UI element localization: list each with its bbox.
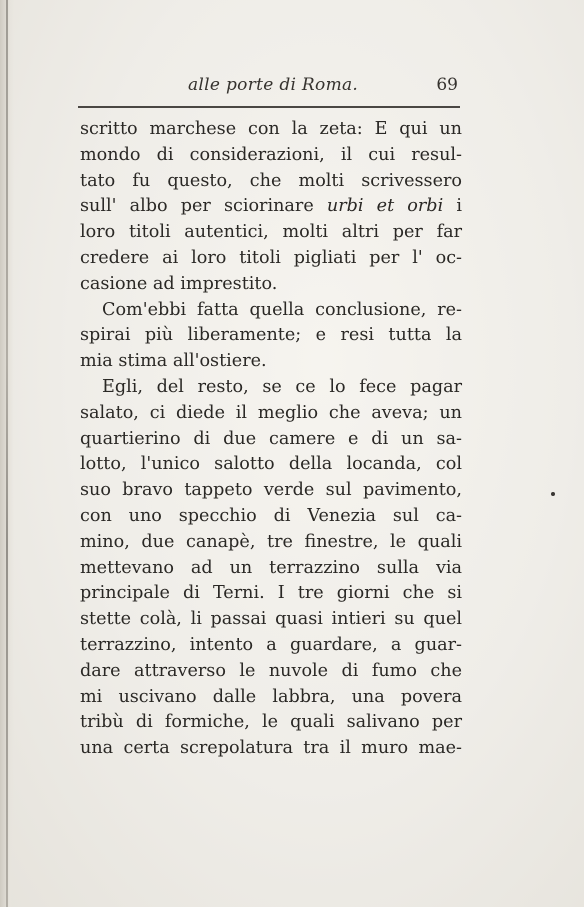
- text-line: terrazzino, intento a guardare, a guar-: [80, 634, 462, 655]
- text-line: con uno specchio di Venezia sul ca-: [80, 505, 462, 526]
- page-binding-edge: [6, 0, 8, 907]
- text-line: principale di Terni. I tre giorni che si: [80, 583, 462, 604]
- ink-speck: [551, 492, 555, 496]
- header-rule: [78, 106, 460, 108]
- text-line: mia stima all'ostiere.: [80, 351, 267, 372]
- page-header: [78, 72, 461, 102]
- italic-phrase: urbi et orbi: [326, 196, 444, 217]
- text-line: quartierino di due camere e di un sa-: [80, 428, 462, 449]
- text-line: suo bravo tappeto verde sul pavimento,: [80, 480, 462, 501]
- text-line: Com'ebbi fatta quella conclusione, re-: [102, 299, 462, 320]
- text-line: mino, due canapè, tre finestre, le quali: [80, 531, 462, 552]
- text-line: mi uscivano dalle labbra, una povera: [80, 686, 462, 707]
- text-line: casione ad imprestito.: [80, 273, 278, 294]
- text-line: Egli, del resto, se ce lo fece pagar: [102, 376, 462, 397]
- text-line: tato fu questo, che molti scrivessero: [80, 170, 462, 191]
- text-line: salato, ci diede il meglio che aveva; un: [80, 402, 462, 423]
- running-title: alle porte di Roma.: [188, 75, 359, 95]
- text-line: lotto, l'unico salotto della locanda, col: [80, 454, 462, 475]
- text-line: stette colà, li passai quasi intieri su quel: [80, 609, 462, 630]
- text-line: loro titoli autentici, molti altri per far: [80, 222, 462, 243]
- text-line: mondo di considerazioni, il cui resul-: [80, 144, 462, 165]
- text-line: tribù di formiche, le quali salivano per: [80, 712, 462, 733]
- text-line: mettevano ad un terrazzino sulla via: [80, 557, 462, 578]
- text-line: scritto marchese con la zeta: E qui un: [80, 119, 462, 139]
- text-line: spirai più liberamente; e resi tutta la: [80, 325, 462, 346]
- page-number: 69: [436, 75, 458, 95]
- body-text: [80, 117, 462, 762]
- text-line: dare attraverso le nuvole di fumo che: [80, 660, 462, 681]
- text-line: credere ai loro titoli pigliati per l' oc-: [80, 247, 462, 268]
- text-line: sull' albo per sciorinare urbi et orbi i: [80, 196, 462, 217]
- text-line: una certa screpolatura tra il muro mae-: [80, 738, 462, 759]
